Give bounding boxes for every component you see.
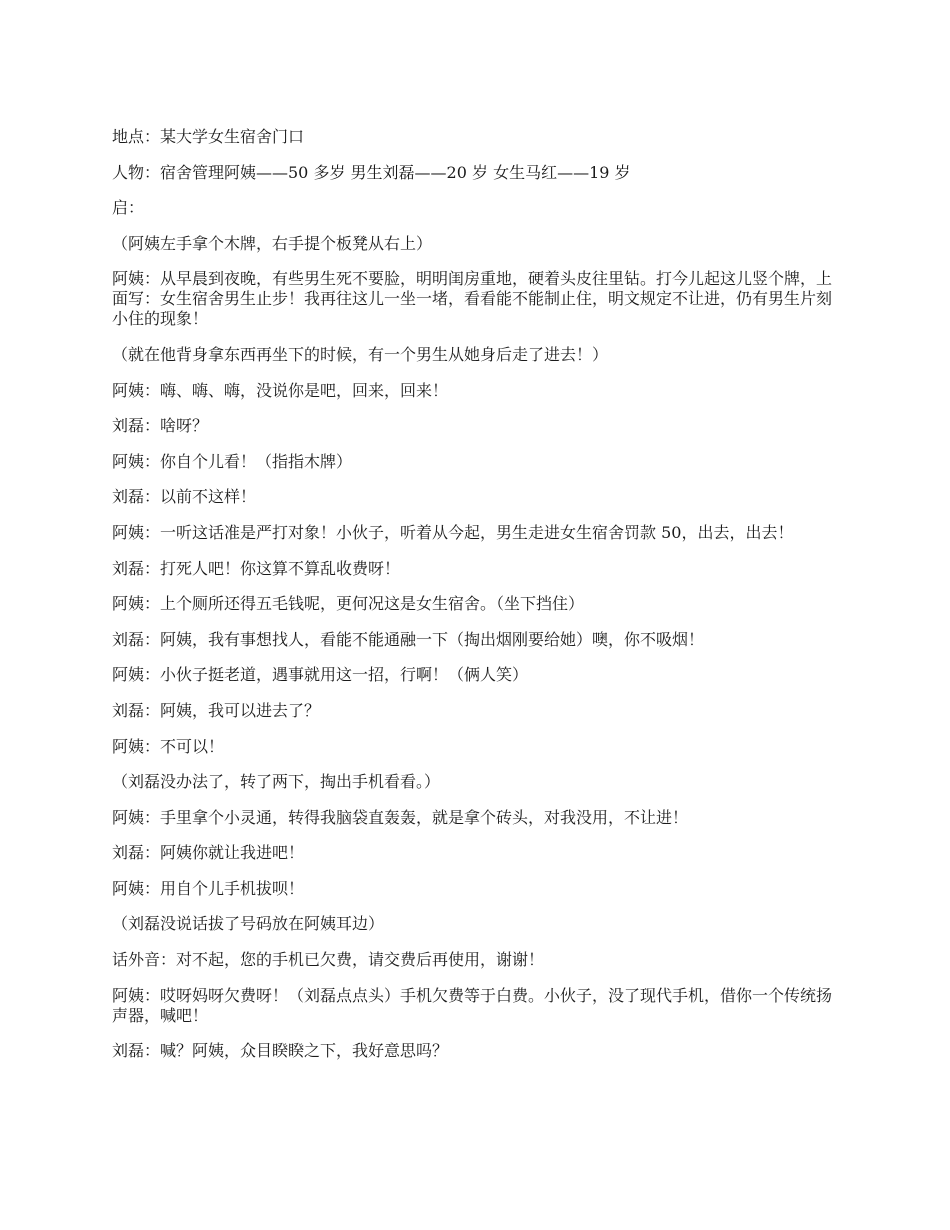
dialogue-line: 阿姨：不可以！ [112, 736, 225, 756]
voiceover-line: 话外音：对不起，您的手机已欠费，请交费后再使用，谢谢！ [112, 950, 545, 970]
dialogue-line: 刘磊：打死人吧！你这算不算乱收费呀！ [112, 558, 401, 578]
dialogue-line: 阿姨：从早晨到夜晚，有些男生死不要脸，明明闺房重地，硬着头皮往里钻。打今儿起这儿竖个牌，上面写：女生宿舍男生止步！我再往这儿一坐一堵，看看能不能制止住，明文规定不让进，仍有男生片刻小住的现象！ [112, 269, 833, 329]
characters-line: 人物：宿舍管理阿姨——50 多岁 男生刘磊——20 岁 女生马红——19 岁 [112, 162, 631, 182]
stage-direction: （刘磊没办法了，转了两下，掏出手机看看。） [112, 772, 441, 792]
dialogue-line: 阿姨：你自个儿看！（指指木牌） [112, 451, 353, 471]
dialogue-line: 阿姨：小伙子挺老道，遇事就用这一招，行啊！（俩人笑） [112, 665, 529, 685]
dialogue-line: 刘磊：阿姨，我可以进去了？ [112, 700, 321, 720]
location-line: 地点：某大学女生宿舍门口 [112, 127, 305, 146]
dialogue-line: 刘磊：阿姨，我有事想找人，看能不能通融一下（掏出烟刚要给她）噢，你不吸烟！ [112, 629, 705, 649]
act-start-line: 启： [112, 198, 145, 218]
document-page [112, 127, 842, 1077]
stage-direction: （就在他背身拿东西再坐下的时候，有一个男生从她身后走了进去！） [112, 344, 609, 364]
dialogue-line: 阿姨：手里拿个小灵通，转得我脑袋直轰轰，就是拿个砖头，对我没用，不让进！ [112, 807, 689, 827]
stage-direction: （刘磊没说话拔了号码放在阿姨耳边） [112, 914, 385, 934]
stage-direction: （阿姨左手拿个木牌，右手提个板凳从右上） [112, 233, 433, 253]
dialogue-line: 刘磊：喊？阿姨，众目睽睽之下，我好意思吗？ [112, 1041, 449, 1061]
dialogue-line: 阿姨：嗨、嗨、嗨，没说你是吧，回来，回来！ [112, 380, 449, 400]
dialogue-line: 阿姨：用自个儿手机拔呗！ [112, 878, 305, 898]
dialogue-line: 刘磊：以前不这样！ [112, 487, 257, 507]
dialogue-line: 刘磊：阿姨你就让我进吧！ [112, 843, 305, 863]
dialogue-line: 阿姨：哎呀妈呀欠费呀！（刘磊点点头）手机欠费等于白费。小伙子，没了现代手机，借你一个传统扬声器，喊吧！ [112, 985, 833, 1025]
dialogue-line: 阿姨：一听这话准是严打对象！小伙子，听着从今起，男生走进女生宿舍罚款 50，出去，出去！ [112, 522, 794, 542]
dialogue-line: 刘磊：啥呀？ [112, 416, 209, 436]
dialogue-line: 阿姨：上个厕所还得五毛钱呢，更何况这是女生宿舍。（坐下挡住） [112, 594, 585, 614]
